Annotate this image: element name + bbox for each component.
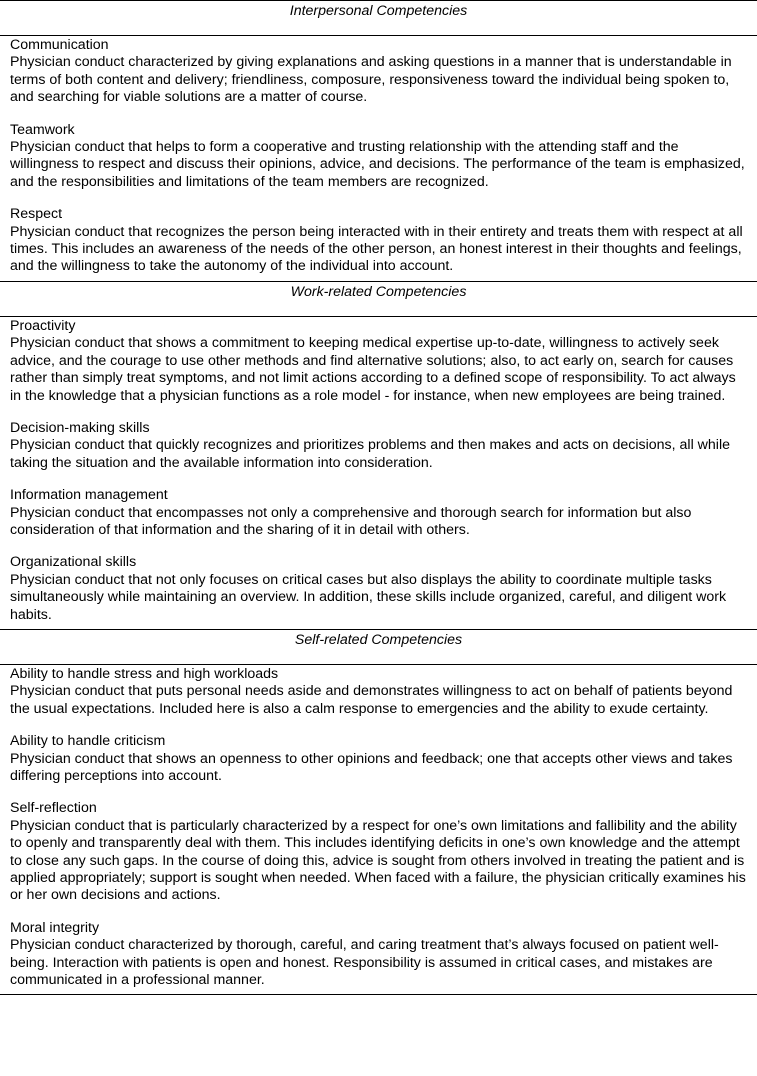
section-body [0,36,757,276]
section-title: Self-related Competencies [294,631,463,648]
competency-entry [10,206,747,276]
competency-name: Proactivity [10,317,76,334]
competency-name: Communication [10,37,109,53]
table-bottom-rule [0,994,757,995]
section-title: Work-related Competencies [290,283,467,300]
competency-name: Ability to handle criticism [10,733,166,750]
section-title: Interpersonal Competencies [289,3,468,19]
competency-entry [10,37,747,107]
competency-name: Organizational skills [10,554,137,571]
competency-entry [10,666,747,718]
competency-description: Physician conduct that helps to form a cooperative and trusting relationship with the attending staff and the willingness to respect and discuss their opinions, advice, and decisions. The performance of the team is emphasized, and the responsibilities and limitations of the team members are recognized. [10,139,745,190]
competency-description: Physician conduct that shows an openness to other opinions and feedback; one that accepts other views and takes differing perceptions into account. [10,750,733,784]
competency-description: Physician conduct that puts personal needs aside and demonstrates willingness to act on behalf of patients beyond the usual expectations. Included here is also a calm response to emergencies and the ability to exude certainty. [10,683,733,717]
competency-description: Physician conduct that encompasses not only a comprehensive and thorough search for information but also consideration of that information and the sharing of it in detail with others. [10,504,692,538]
competency-description: Physician conduct characterized by thorough, careful, and caring treatment that’s always focused on patient well-being. Interaction with patients is open and honest. Responsibility is assumed in critical cases, and mistakes are communicated in a professional manner. [10,937,719,989]
competency-name: Decision-making skills [10,419,150,436]
competency-description: Physician conduct that shows a commitment to keeping medical expertise up-to-date, willingness to actively seek advice, and the courage to use other methods and find alternative solutions; also, to act early on, search for causes rather than simply treat symptoms, and not limit actions according to a defined scope of responsibility. To act always in the knowledge that a physician functions as a role model - for instance, when new employees are being trained. [10,335,736,404]
section-body [0,665,757,990]
competency-name: Moral integrity [10,919,100,936]
competency-entry [10,733,747,785]
competency-entry [10,800,747,904]
competency-entry [10,122,747,192]
competency-name: Respect [10,206,63,223]
section-body [0,317,757,624]
competency-description: Physician conduct that quickly recognizes and prioritizes problems and then makes and acts on decisions, all while taking the situation and the available information into consideration. [10,437,731,471]
competency-entry [10,318,747,405]
competency-name: Ability to handle stress and high workloads [10,665,279,682]
competency-name: Teamwork [10,121,75,138]
competency-entry [10,554,747,624]
competency-name: Information management [10,487,168,504]
competency-entry [10,487,747,539]
competency-description: Physician conduct that is particularly characterized by a respect for one’s own limitations and fallibility and the ability to openly and transparently deal with them. This includes identifying deficits in one’s own knowledge and the attempt to close any such gaps. In the course of doing this, advice is sought from others involved in treating the patient and is applied appropriately; support is sought when needed. When faced with a failure, the physician critically examines his or her own decisions and actions. [10,817,746,904]
competency-entry [10,920,747,990]
competency-name: Self-reflection [10,800,97,817]
competency-description: Physician conduct that not only focuses on critical cases but also displays the ability to coordinate multiple tasks simultaneously while maintaining an overview. In addition, these skills include organized, careful, and diligent work habits. [10,571,727,623]
competency-description: Physician conduct that recognizes the person being interacted with in their entirety and treats them with respect at all times. This includes an awareness of the needs of the other person, an honest interest in their thoughts and feelings, and the willingness to take the autonomy of the individual into account. [10,223,743,275]
competency-entry [10,420,747,472]
competency-description: Physician conduct characterized by giving explanations and asking questions in a manner that is understandable in terms of both content and delivery; friendliness, composure, responsiveness toward the individual being spoken to, and searching for viable solutions are a matter of course. [10,54,732,106]
